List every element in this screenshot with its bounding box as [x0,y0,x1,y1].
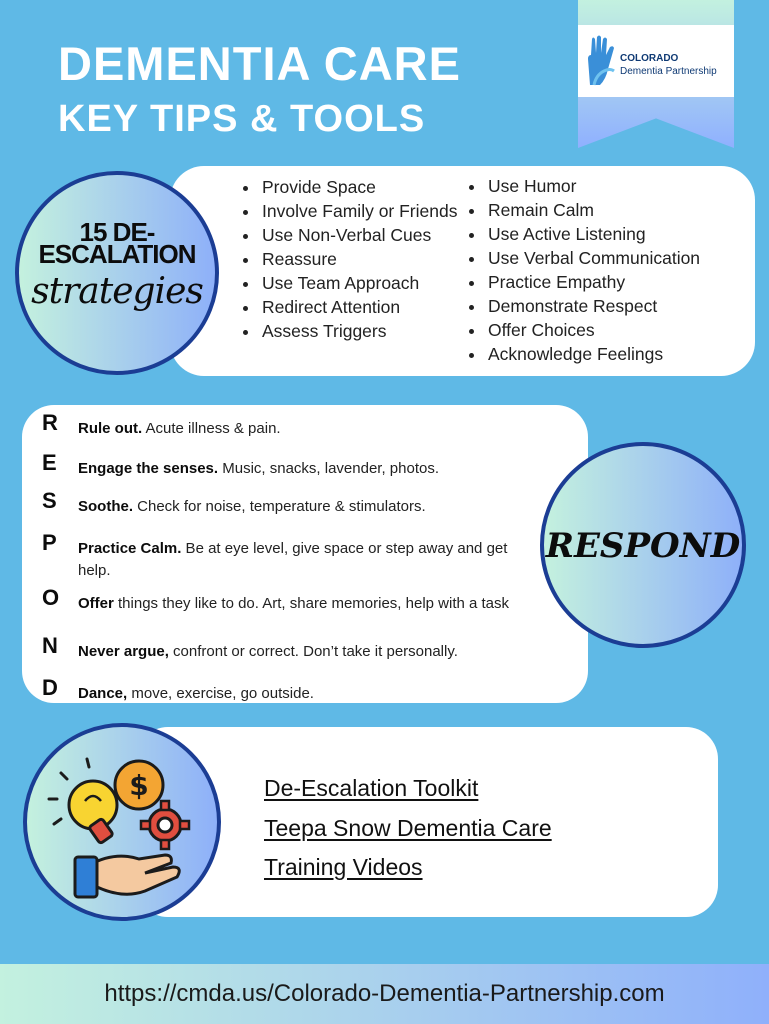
respond-bold: Offer [78,595,114,612]
strategies-list-right [470,174,768,366]
list-item: • Involve Family or Friends [260,199,475,223]
logo-text-line2: Dementia Partnership [620,66,717,77]
respond-row-e [42,450,562,478]
respond-letter: N [42,633,58,658]
respond-bold: Engage the senses. [78,460,219,477]
respond-badge [540,442,746,648]
list-item: • Use Active Listening [486,222,768,246]
list-item: • Assess Triggers [260,319,475,343]
svg-text:$: $ [129,769,149,802]
strategies-badge [15,171,219,375]
respond-text: Be at eye level, give space or step away and get help. [78,540,508,579]
respond-badge-title: RESPOND [545,526,741,566]
respond-text: move, exercise, go outside. [127,685,314,702]
respond-text: Check for noise, temperature & stimulators. [133,498,426,515]
strategies-badge-heading: 15 DE- ESCALATION [38,217,196,269]
link-teepa-snow-dementia-care[interactable]: Teepa Snow Dementia Care [264,815,552,841]
link-de-escalation-toolkit[interactable]: De-Escalation Toolkit [264,775,479,801]
list-item: • Reassure [260,247,475,271]
respond-text: confront or correct. Don’t take it personally. [168,643,458,660]
resources-badge [23,723,221,921]
respond-bold: Soothe. [78,498,133,515]
respond-row-o [42,585,562,635]
link-training-videos[interactable]: Training Videos [264,854,423,880]
list-item: • Demonstrate Respect [486,294,768,318]
respond-bold: Dance, [78,685,128,702]
list-item: • Redirect Attention [260,295,475,319]
ideas-hand-icon [27,727,217,917]
logo [578,25,734,97]
respond-letter: R [42,410,58,435]
list-item: • Acknowledge Feelings [486,342,768,366]
list-item: • Use Team Approach [260,271,475,295]
respond-row-p [42,530,562,580]
strategies-list-left [244,175,475,343]
respond-letter: E [42,450,57,475]
respond-row-d [42,675,562,703]
logo-text-line1: COLORADO [620,53,679,64]
list-item: • Use Non-Verbal Cues [260,223,475,247]
footer-url[interactable]: https://cmda.us/Colorado-Dementia-Partnership.com [104,980,665,1007]
respond-letter: D [42,675,58,700]
strategies-badge-script: strategies [31,271,203,312]
footer-bar [0,964,769,1024]
respond-text: Music, snacks, lavender, photos. [218,460,440,477]
list-item: • Practice Empathy [486,270,768,294]
list-item: • Use Verbal Communication [486,246,768,270]
respond-row-n [42,633,562,661]
respond-row-s [42,488,562,516]
respond-bold: Practice Calm. [78,540,182,557]
respond-letter: P [42,530,57,555]
page-title: DEMENTIA CARE [58,37,461,90]
list-item: • Provide Space [260,175,475,199]
respond-bold: Never argue, [78,643,169,660]
respond-letter: S [42,488,57,513]
page-subtitle: KEY TIPS & TOOLS [58,98,426,140]
respond-row-r [42,410,562,438]
respond-bold: Rule out. [78,420,143,437]
hand-logo-icon [584,35,618,87]
list-item: • Remain Calm [486,198,768,222]
list-item: • Use Humor [486,174,768,198]
list-item: • Offer Choices [486,318,768,342]
respond-text: Acute illness & pain. [142,420,281,437]
respond-letter: O [42,585,60,610]
respond-text: things they like to do. Art, share memories, help with a task [113,595,510,612]
